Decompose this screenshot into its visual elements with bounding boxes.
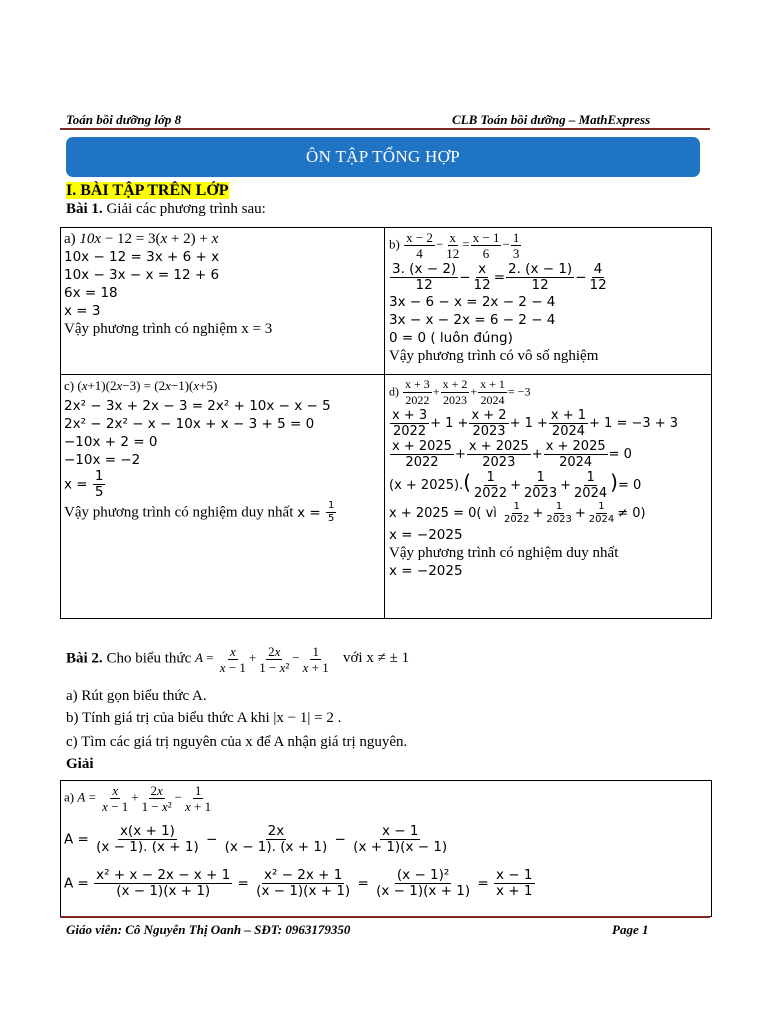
cell-a: [64, 230, 379, 338]
cell-b-step-1: $\frac{3. (x - 2)}{12}$ − $\frac{x}{12}$ = $\frac{2. (x - 1)}{12}$ − $\frac{4}{12}$: [392, 261, 607, 293]
solution-line-3: A = $\frac{\text{x² + x − 2x − x + 1}}{(x - 1)(x + 1)}$ = $\frac{\text{x² − 2x + 1}}{(x - 1)(x + 1)}$ = $\frac{\text{(x − 1)²}}{(x - 1)(x + 1)}$ = $\frac{x - 1}{x + 1}$: [64, 867, 533, 899]
bai2-solution-label: [66, 756, 94, 773]
cell-d: [389, 377, 709, 580]
cell-c-line-3: −10x + 2 = 0: [64, 434, 158, 450]
cell-b-line-3: 0 = 0 ( luôn đúng): [389, 330, 513, 346]
footer-rule: [60, 916, 710, 918]
table-divider-vertical: [384, 227, 385, 618]
page-title-banner: [66, 137, 700, 177]
cell-b-conclusion: Vậy phương trình có vô số nghiệm: [389, 348, 599, 364]
cell-c-conclusion-value: x = $\frac{1}{5}$: [297, 500, 335, 524]
cell-d-step-4: x + 2025 = 0( vì $\frac{1}{2022}$ + $\frac{1}{2023}$ + $\frac{1}{2024}$ ≠ 0): [389, 501, 646, 525]
cell-a-problem: a) 10x − 12 = 3(x + 2) + x: [64, 231, 219, 247]
cell-d-step-2: $\frac{x + 2025}{2022}$ + $\frac{x + 2025}{2023}$ + $\frac{x + 2025}{2024}$ = 0: [392, 439, 632, 470]
cell-a-line-3: 6x = 18: [64, 285, 118, 301]
bai2-part-b-condition: |x − 1| = 2 .: [273, 710, 342, 726]
cell-d-step-3: (x + 2025).( $\frac{1}{2022}$ + $\frac{1}{2023}$ + $\frac{1}{2024}$ )= 0: [389, 470, 642, 501]
bai1-intro: [66, 201, 266, 218]
bai1-text: Giải các phương trình sau:: [102, 201, 266, 217]
footer-teacher: Giáo viên: Cô Nguyễn Thị Oanh – SĐT: 0963179350: [66, 922, 351, 937]
bai2-part-b: b) Tính giá trị của biểu thức A khi: [66, 710, 270, 726]
cell-d-final: x = −2025: [389, 563, 463, 579]
cell-b-problem: b) $\frac{x - 2}{4}$ − $\frac{x}{12}$ = $\frac{x - 1}{6}$ − $\frac{1}{3}$: [389, 230, 520, 261]
cell-c-problem: c) (x+1)(2x−3) = (2x−1)(x+5): [64, 378, 218, 393]
cell-c-line-1: 2x² − 3x + 2x − 3 = 2x² + 10x − x − 5: [64, 398, 331, 414]
cell-c-line-4: −10x = −2: [64, 452, 141, 468]
cell-a-line-4: x = 3: [64, 303, 101, 319]
solution-heading: Giải: [66, 756, 94, 772]
bai2-part-a: a) Rút gọn biểu thức A.: [66, 688, 207, 704]
bai2-intro: Cho biểu thức: [102, 650, 192, 667]
solution-line-2: A = $\frac{x(x + 1)}{(x - 1). (x + 1)}$ − $\frac{2x}{(x - 1). (x + 1)}$ − $\frac{x - 1}{(x + 1)(x - 1)}$: [64, 823, 448, 855]
cell-c-line-2: 2x² − 2x² − x − 10x + x − 3 + 5 = 0: [64, 416, 315, 432]
section-heading: [66, 182, 229, 200]
bai1-label: Bài 1.: [66, 201, 103, 217]
solution-line-1: a) A = $\frac{x}{x - 1}$ + $\frac{2x}{\text{1 − x²}}$ − $\frac{1}{x + 1}$: [64, 783, 212, 814]
cell-b-line-2: 3x − x − 2x = 6 − 2 − 4: [389, 312, 556, 328]
header-rule: [60, 128, 710, 130]
cell-a-line-2: 10x − 3x − x = 12 + 6: [64, 267, 220, 283]
footer-page: Page 1: [612, 922, 649, 937]
cell-b-line-1: 3x − 6 − x = 2x − 2 − 4: [389, 294, 556, 310]
cell-a-conclusion: Vậy phương trình có nghiệm x = 3: [64, 321, 273, 337]
cell-a-line-1: 10x − 12 = 3x + 6 + x: [64, 249, 220, 265]
cell-d-step-1: $\frac{x + 3}{2022}$ + 1 + $\frac{x + 2}{2023}$ + 1 + $\frac{x + 1}{2024}$ + 1 = −3 + 3: [392, 408, 679, 439]
section-title: I. BÀI TẬP TRÊN LỚP: [66, 182, 229, 199]
page-title: ÔN TẬP TỔNG HỢP: [306, 147, 460, 166]
cell-c-conclusion-row: [64, 500, 382, 525]
bai2-part-b-row: [66, 710, 341, 727]
cell-d-line-x: x = −2025: [389, 527, 463, 543]
bai2-part-c: c) Tìm các giá trị nguyên của x để A nhận giá trị nguyên.: [66, 734, 408, 750]
bai2-expression: A = $\frac{x}{x - 1}$ + $\frac{2x}{\text{1 − x²}}$ − $\frac{1}{x + 1}$: [194, 644, 329, 675]
cell-c-conclusion: Vậy phương trình có nghiệm duy nhất: [64, 504, 294, 521]
table-divider-horizontal: [60, 374, 711, 375]
bai2-statement: [66, 644, 409, 675]
cell-c: [64, 377, 382, 525]
cell-b: [389, 230, 707, 365]
header-right: CLB Toán bồi dưỡng – MathExpress: [452, 112, 651, 127]
bai2-condition: với x ≠ ± 1: [343, 650, 410, 667]
cell-c-solution: x = $\frac{1}{5}$: [64, 468, 104, 500]
cell-d-conclusion: Vậy phương trình có nghiệm duy nhất: [389, 545, 619, 561]
bai2-label: Bài 2.: [66, 650, 103, 667]
header-left: Toán bồi dưỡng lớp 8: [66, 112, 182, 127]
cell-d-problem: d) $\frac{x + 3}{2022}$ + $\frac{x + 2}{2023}$ + $\frac{x + 1}{2024}$ = −3: [389, 377, 531, 407]
